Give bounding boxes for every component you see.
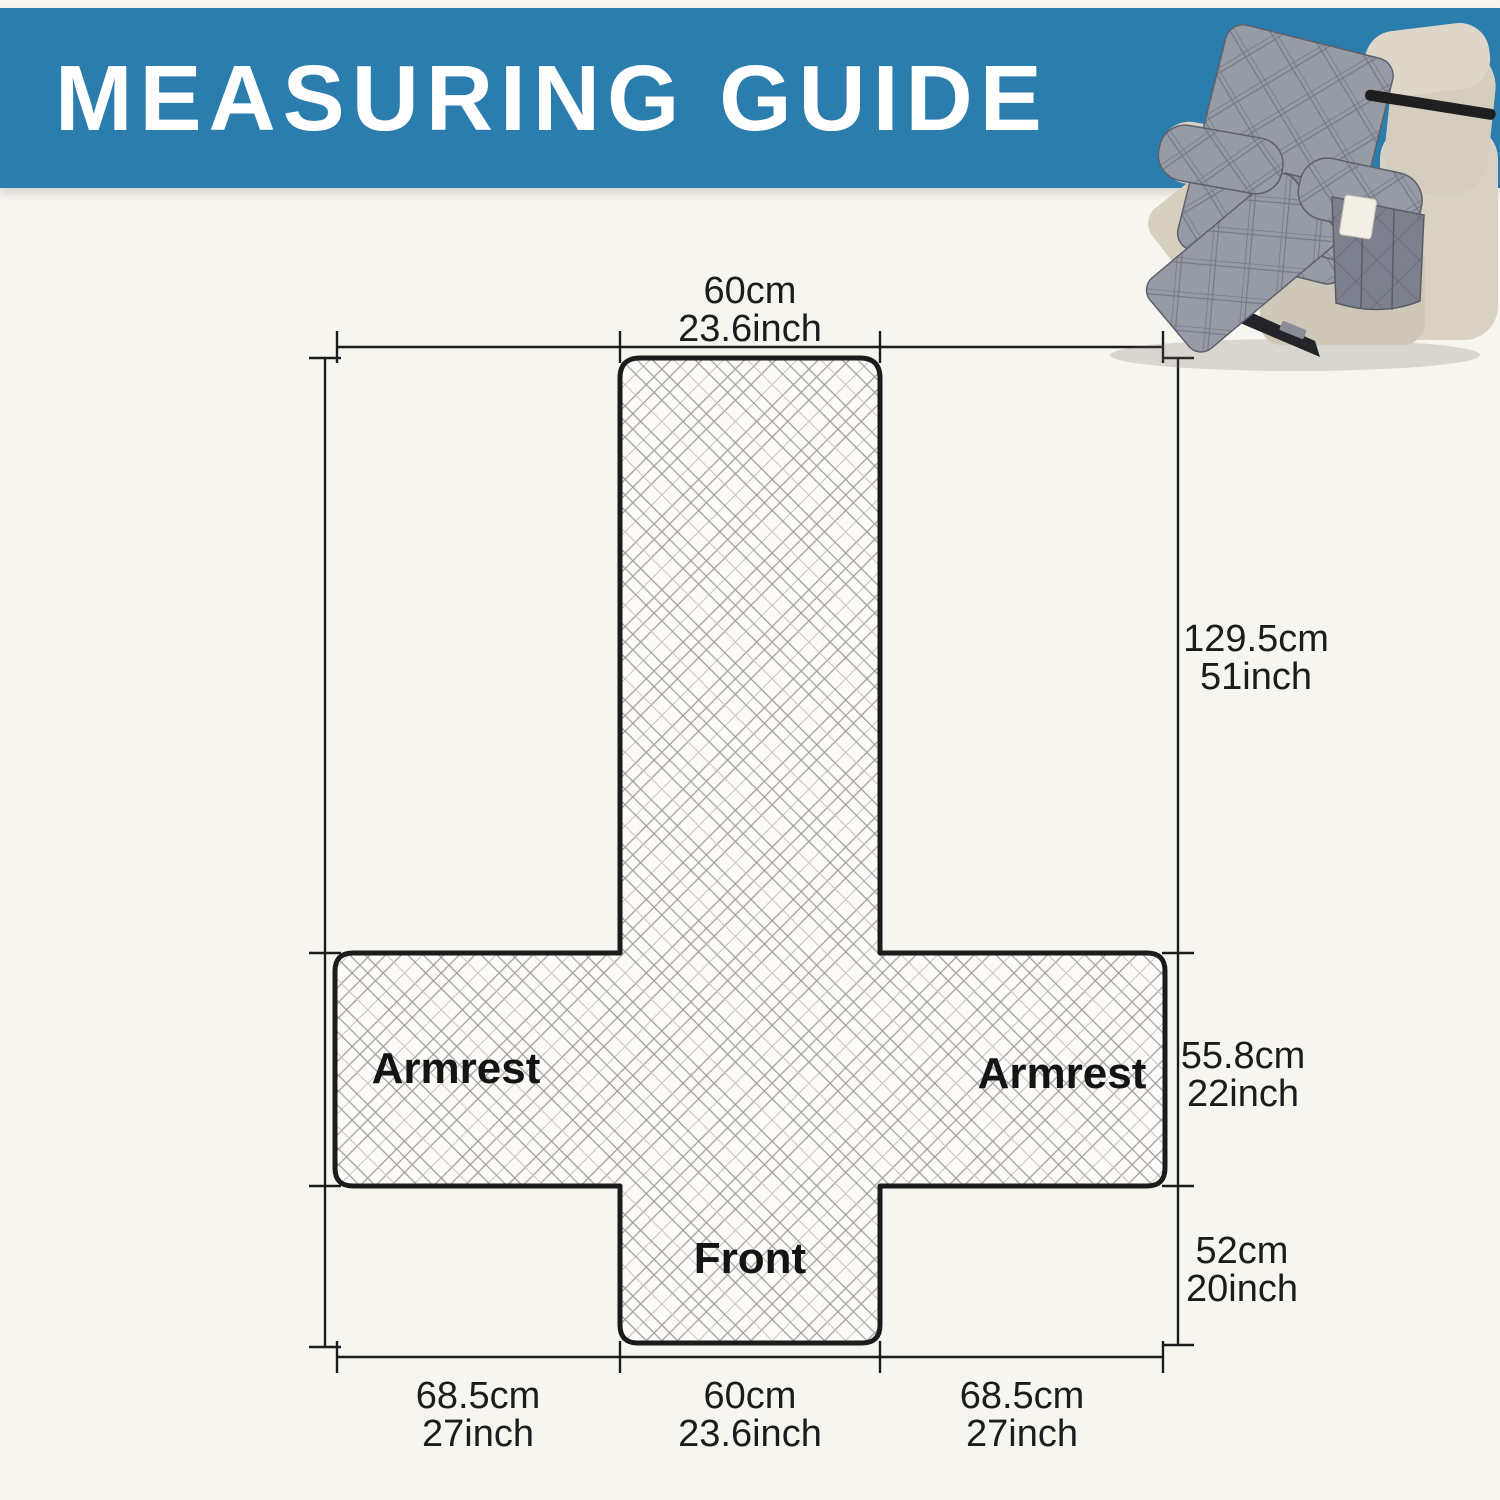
label-front: Front [693, 1234, 807, 1283]
remote-tag [1339, 195, 1377, 240]
label-armrest-left: Armrest [371, 1044, 541, 1093]
dim-bottom-left: 68.5cm 27inch [415, 1375, 541, 1455]
dim-back-height: 129.5cm 51inch [1183, 618, 1329, 698]
cover-shape [335, 358, 1165, 1343]
dim-armrest-depth: 55.8cm 22inch [1180, 1035, 1306, 1115]
dim-bottom-center: 60cm 23.6inch [678, 1375, 822, 1455]
dim-bottom-right: 68.5cm 27inch [959, 1375, 1085, 1455]
dim-front-height: 52cm 20inch [1186, 1230, 1298, 1310]
armrest-pocket [1332, 195, 1424, 310]
label-armrest-right: Armrest [977, 1049, 1147, 1098]
recliner-photo [1080, 5, 1500, 380]
dim-top-width: 60cm 23.6inch [678, 270, 822, 350]
page-title: MEASURING GUIDE [55, 45, 1049, 150]
